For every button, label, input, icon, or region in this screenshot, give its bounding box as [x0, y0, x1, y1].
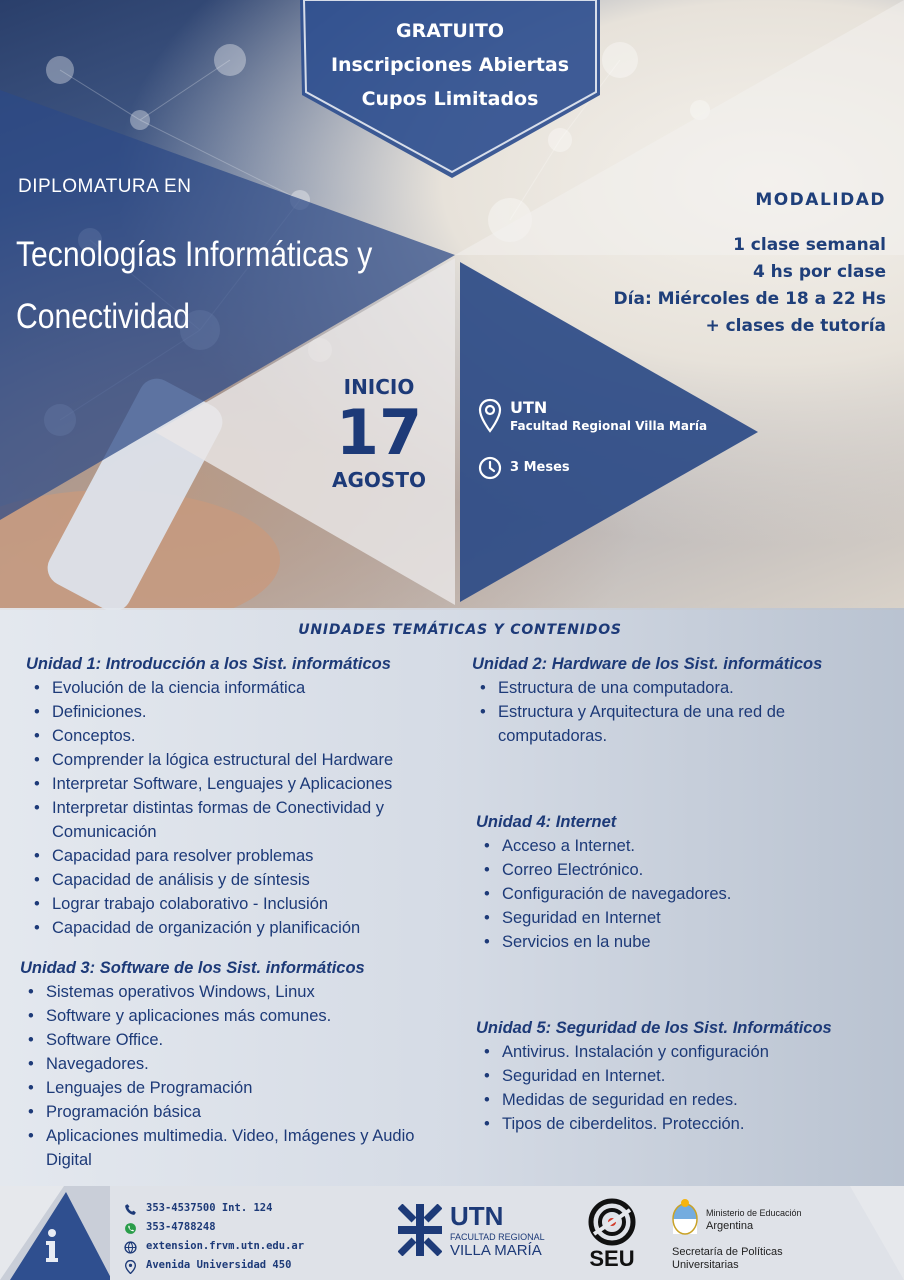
list-item: • Comprender la lógica estructural del Hardware [26, 748, 456, 772]
phone-number: 353-4537500 Int. 124 [146, 1202, 273, 1214]
utn-logo [398, 1201, 545, 1260]
secretaria-line1: Secretaría de Políticas [672, 1246, 783, 1258]
contact-info [124, 1202, 304, 1278]
seu-logo [584, 1198, 640, 1271]
utn-name: UTN [450, 1201, 504, 1231]
list-item: • Acceso a Internet. [476, 834, 876, 858]
unit-title: Unidad 5: Seguridad de los Sist. Informáticos [476, 1019, 832, 1037]
list-item: • Software Office. [20, 1028, 450, 1052]
diploma-title [16, 224, 437, 348]
modalidad-details [614, 232, 886, 340]
start-day: 17 [335, 396, 423, 469]
list-item: • Seguridad en Internet. [476, 1064, 886, 1088]
badge-line-limited: Cupos Limitados [361, 88, 539, 110]
contact-address-row [124, 1259, 304, 1278]
list-item: • Lograr trabajo colaborativo - Inclusión [26, 892, 456, 916]
modalidad-line: 1 clase semanal [733, 235, 886, 255]
list-item: • Capacidad de análisis y de síntesis [26, 868, 456, 892]
seu-emblem-icon [584, 1198, 640, 1248]
hero-section [0, 0, 904, 610]
list-item: • Conceptos. [26, 724, 456, 748]
badge-line-free: GRATUITO [395, 20, 505, 42]
argentina-shield-icon [670, 1198, 700, 1236]
location-name: UTN [510, 398, 548, 417]
list-item: • Programación básica [20, 1100, 450, 1124]
ministerio-line2: Argentina [706, 1220, 754, 1232]
list-item: • Capacidad para resolver problemas [26, 844, 456, 868]
list-item: • Antivirus. Instalación y configuración [476, 1040, 886, 1064]
list-item: • Configuración de navegadores. [476, 882, 876, 906]
list-item: • Software y aplicaciones más comunes. [20, 1004, 450, 1028]
unit-title: Unidad 3: Software de los Sist. informáticos [20, 959, 365, 977]
info-icon [42, 1228, 62, 1264]
list-item: • Sistemas operativos Windows, Linux [20, 980, 450, 1004]
ministerio-line1: Ministerio de Educación [706, 1208, 802, 1218]
unit-3 [20, 956, 450, 1172]
list-item: • Navegadores. [20, 1052, 450, 1076]
modalidad-line: + clases de tutoría [705, 316, 886, 336]
modalidad-heading: MODALIDAD [755, 190, 886, 210]
content-heading: UNIDADES TEMÁTICAS Y CONTENIDOS [298, 622, 622, 638]
start-label: INICIO [343, 375, 415, 399]
ministerio-secretaria [672, 1246, 783, 1272]
start-date [320, 374, 438, 494]
secretaria-line2: Universitarias [672, 1259, 739, 1271]
list-item: • Interpretar distintas formas de Conectividad y Comunicación [26, 796, 446, 844]
list-item: • Medidas de seguridad en redes. [476, 1088, 886, 1112]
unit-2 [472, 652, 872, 748]
utn-line2: VILLA MARÍA [450, 1242, 542, 1259]
location-sub: Facultad Regional Villa María [510, 419, 708, 433]
unit-title: Unidad 2: Hardware de los Sist. informáticos [472, 655, 823, 673]
duration-text: 3 Meses [510, 460, 570, 475]
unit-4 [476, 810, 876, 954]
footer [0, 1186, 904, 1280]
contact-phone-row [124, 1202, 304, 1221]
diploma-title-line2: Conectividad [16, 297, 191, 336]
list-item: • Correo Electrónico. [476, 858, 876, 882]
list-item: • Estructura y Arquitectura de una red de computadoras. [472, 700, 832, 748]
modalidad-line: Día: Miércoles de 18 a 22 Hs [613, 289, 886, 309]
unit-title: Unidad 4: Internet [476, 813, 617, 831]
list-item: • Estructura de una computadora. [472, 676, 872, 700]
list-item: • Evolución de la ciencia informática [26, 676, 456, 700]
list-item: • Servicios en la nube [476, 930, 876, 954]
list-item: • Capacidad de organización y planificación [26, 916, 456, 940]
unit-1 [26, 652, 456, 940]
address: Avenida Universidad 450 [146, 1259, 292, 1271]
list-item: • Lenguajes de Programación [20, 1076, 450, 1100]
list-item: • Seguridad en Internet [476, 906, 876, 930]
start-month: AGOSTO [332, 468, 426, 492]
badge-line-registration: Inscripciones Abiertas [330, 54, 570, 76]
modalidad-line: 4 hs por clase [752, 262, 886, 282]
location-pin-icon [478, 398, 502, 434]
unit-5 [476, 1016, 886, 1136]
website-link[interactable]: extension.frvm.utn.edu.ar [146, 1240, 305, 1252]
whatsapp-number: 353-4788248 [146, 1221, 216, 1233]
phone-icon [124, 1203, 137, 1216]
diploma-title-line1: Tecnologías Informáticas y [16, 235, 373, 274]
whatsapp-icon [124, 1222, 137, 1235]
utn-emblem-icon [398, 1204, 442, 1256]
list-item: • Interpretar Software, Lenguajes y Aplicaciones [26, 772, 456, 796]
globe-icon [124, 1241, 137, 1254]
location-pin-icon [124, 1260, 137, 1274]
ministerio-logo [670, 1198, 802, 1271]
content-section [0, 608, 904, 1186]
list-item: • Tipos de ciberdelitos. Protección. [476, 1112, 886, 1136]
list-item: • Definiciones. [26, 700, 456, 724]
utn-line1: FACULTAD REGIONAL [450, 1232, 545, 1242]
unit-title: Unidad 1: Introducción a los Sist. informáticos [26, 655, 391, 673]
contact-whatsapp-row [124, 1221, 304, 1240]
contact-web-row [124, 1240, 304, 1259]
clock-icon [478, 456, 502, 480]
diploma-pretitle: DIPLOMATURA EN [18, 176, 192, 197]
seu-text: SEU [589, 1246, 635, 1271]
badge-text [300, 14, 600, 116]
list-item: • Aplicaciones multimedia. Video, Imágenes y Audio Digital [20, 1124, 440, 1172]
